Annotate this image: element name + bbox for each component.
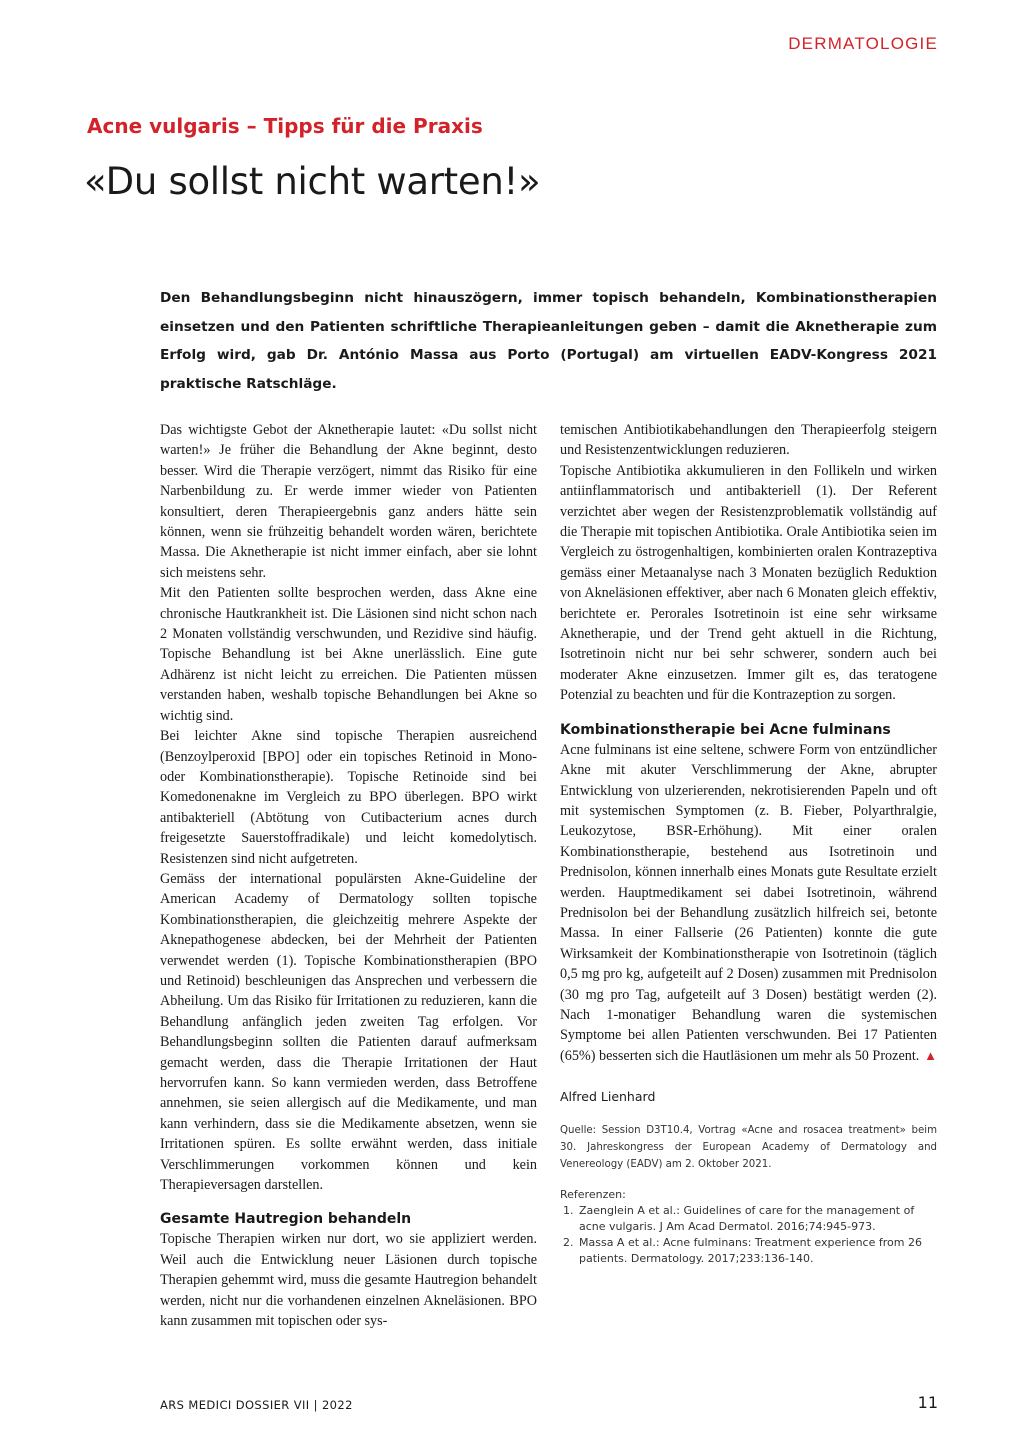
article-kicker: Acne vulgaris – Tipps für die Praxis <box>87 114 483 138</box>
left-column <box>160 420 537 1331</box>
body-paragraph: Mit den Patienten sollte besprochen werden, dass Akne eine chronische Hautkrankheit ist. Die Läsionen sind nicht schon nach 2 Monaten vollständig verschwunden, und Rezidive sind häufig. Topische Behandlung ist bei Akne unerlässlich. Eine gute Adhärenz ist nicht leicht zu erreichen. Die Patienten müssen verstanden haben, weshalb topische Behandlungen bei Akne so wichtig sind. <box>160 585 537 724</box>
reference-item: 1. Zaenglein A et al.: Guidelines of care for the management of acne vulgaris. J Am Acad Dermatol. 2016;74:945-973. <box>577 1203 937 1235</box>
body-paragraph: temischen Antibiotikabehandlungen den Therapieerfolg steigern und Resistenzentwicklungen reduzieren. <box>560 422 937 459</box>
body-paragraph <box>560 740 937 1067</box>
article-lead: Den Behandlungsbeginn nicht hinauszögern, immer topisch behandeln, Kombinationstherapien einsetzen und den Patienten schriftliche Therapieanleitungen geben – damit die Aknetherapie zum Erfolg wird, gab Dr. António Massa aus Porto (Portugal) am virtuellen EADV-Kongress 2021 praktische Ratschläge. <box>160 290 937 392</box>
page-number: 11 <box>917 1393 938 1412</box>
article-title: «Du sollst nicht warten!» <box>84 160 541 203</box>
references <box>560 1187 937 1267</box>
body-paragraph: Topische Antibiotika akkumulieren in den Follikeln und wirken antiinflammatorisch und antibakteriell (1). Der Referent verzichtet aber wegen der Resistenzproblematik vollständig auf die Therapie mit topischen Antibiotika. Orale Antibiotika seien im Vergleich zu östrogenhaltigen, kombinierten oralen Kontrazeptiva gemäss einer Metaanalyse nach 3 Monaten bezüglich Reduktion von Akneläsionen effektiver, aber nach 6 Monaten gleich effektiv, berichtete er. Perorales Isotretinoin ist eine sehr wirksame Aknetherapie, und der Trend geht aktuell in die Richtung, Isotretinoin nicht nur bei sehr schwerer, sondern auch bei moderater Akne einzusetzen. Immer gilt es, das teratogene Potenzial zu beachten und für die Kontrazeption zu sorgen. <box>560 462 937 704</box>
section-subhead: Gesamte Hautregion behandeln <box>160 1211 412 1228</box>
section-subhead: Kombinationstherapie bei Acne fulminans <box>560 721 891 738</box>
right-column <box>560 420 937 1267</box>
source-note: Quelle: Session D3T10.4, Vortrag «Acne and rosacea treatment» beim 30. Jahreskongress der European Academy of Dermatology and Venereology (EADV) am 2. Oktober 2021. <box>560 1125 937 1171</box>
references-title: Referenzen: <box>560 1188 626 1202</box>
end-triangle-icon: ▲ <box>924 1047 937 1063</box>
body-paragraph: Topische Therapien wirken nur dort, wo sie appliziert werden. Weil auch die Entwicklung neuer Läsionen durch topische Therapien gehemmt wird, muss die gesamte Hautregion behandelt werden, nicht nur die vorhandenen einzelnen Akneläsionen. BPO kann zusammen mit topischen oder sys- <box>160 1231 537 1330</box>
body-paragraph: Das wichtigste Gebot der Aknetherapie lautet: «Du sollst nicht warten!» Je früher die Behandlung der Akne beginnt, desto besser. Wird die Therapie verzögert, nimmt das Risiko für eine Narbenbildung zu. Er werde immer wieder von Patienten konsultiert, deren Therapieergebnis ganz anders hätte sein können, wenn sie frühzeitig behandelt worden wären, berichtete Massa. Die Aknetherapie ist nicht immer einfach, aber sie lohnt sich meistens sehr. <box>160 422 537 581</box>
section-label: DERMATOLOGIE <box>788 34 938 53</box>
reference-item: 2. Massa A et al.: Acne fulminans: Treatment experience from 26 patients. Dermatology. 2017;233:136-140. <box>577 1235 937 1267</box>
publication-footer: ARS MEDICI DOSSIER VII | 2022 <box>160 1398 353 1412</box>
body-paragraph: Gemäss der international populärsten Akne-Guideline der American Academy of Dermatology sollten topische Kombinationstherapien, die gleichzeitig mehrere Aspekte der Aknepathogenese abdecken, bei der Mehrheit der Patienten verwendet werden (1). Topische Kombinationstherapien (BPO und Retinoid) beschleunigen das Ansprechen und verbessern die Abheilung. Um das Risiko für Irritationen zu reduzieren, kann die Behandlung anfänglich jeden zweiten Tag erfolgen. Vor Behandlungsbeginn sollten die Patienten darauf aufmerksam gemacht werden, dass die Therapie Irritationen der Haut hervorrufen kann. So kann vermieden werden, dass Betroffene annehmen, sie seien allergisch auf die Medikamente, und man kann verhindern, dass sie die Medikamente absetzen, wenn sie Irritationen spüren. Es sollte erwähnt werden, dass initiale Verschlimmerungen vorkommen können und kein Therapieversagen darstellen. <box>160 870 537 1194</box>
fulminans-text: Acne fulminans ist eine seltene, schwere Form von entzündlicher Akne mit akuter Verschlimmerung der Akne, abrupter Entwicklung von ulzerierenden, nekrotisierenden Papeln und oft mit systemischen Symptomen (z. B. Fieber, Polyarthralgie, Leukozytose, BSR-Erhöhung). Mit einer oralen Kombinationstherapie, bestehend aus Isotretinoin und Prednisolon, können innerhalb eines Monats gute Resultate erzielt werden. Hauptmedikament sei dabei Isotretinoin, während Prednisolon bei der Behandlung zusätzlich hilfreich sei, betonte Massa. In einer Fallserie (26 Patienten) konnte die gute Wirksamkeit der Kombinationstherapie von Isotretinoin (täglich 0,5 mg pro kg, aufgeteilt auf 2 Dosen) zusammen mit Prednisolon (30 mg pro Tag, aufgeteilt auf 3 Dosen) bestätigt werden (2). Nach 1-monatiger Behandlung waren die systemischen Symptome bei allen Patienten verschwunden. Bei 17 Patienten (65%) besserten sich die Hautläsionen um mehr als 50 Prozent. <box>560 741 937 1064</box>
author-name: Alfred Lienhard <box>560 1089 656 1105</box>
body-paragraph: Bei leichter Akne sind topische Therapien ausreichend (Benzoylperoxid [BPO] oder ein topisches Retinoid in Mono- oder Kombinationstherapie). Topische Retinoide sind bei Komedonenakne im Vergleich zu BPO überlegen. BPO wirkt antibakteriell (Abtötung von Cutibacterium acnes durch freigesetzte Sauerstoffradikale) und leicht komedolytisch. Resistenzen sind nicht aufgetreten. <box>160 728 537 867</box>
